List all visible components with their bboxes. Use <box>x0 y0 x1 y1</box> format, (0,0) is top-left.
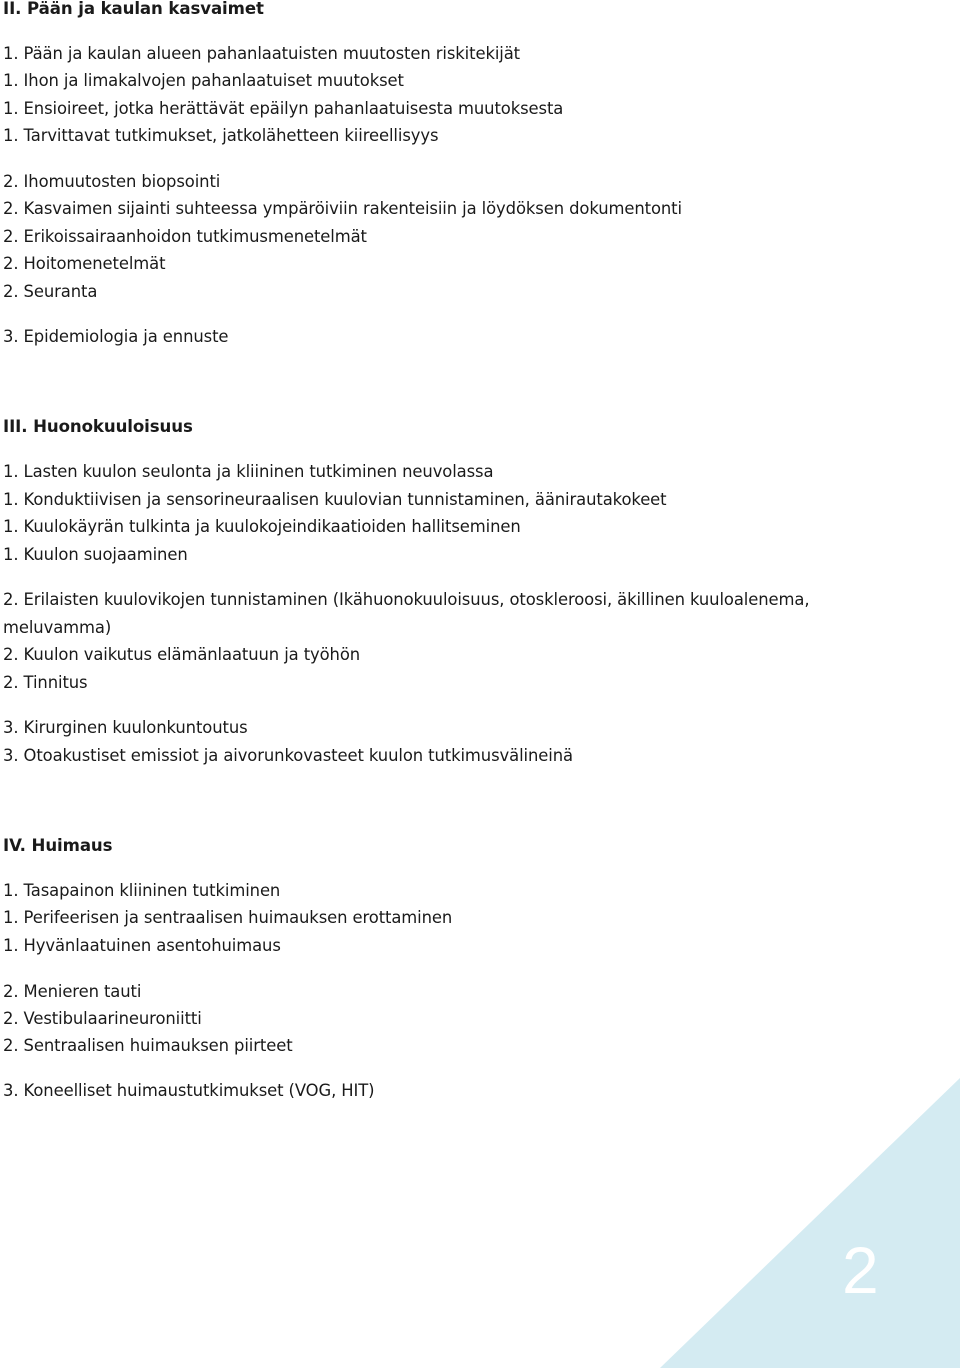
list-item: 2. Sentraalisen huimauksen piirteet <box>3 1036 293 1055</box>
list-item: 2. Ihomuutosten biopsointi <box>3 172 221 191</box>
list-item-continuation: meluvamma) <box>3 618 112 637</box>
section-heading: III. Huonokuuloisuus <box>3 417 193 436</box>
list-item: 1. Kuulon suojaaminen <box>3 545 188 564</box>
list-item: 1. Kuulokäyrän tulkinta ja kuulokojeindikaatioiden hallitseminen <box>3 517 521 536</box>
list-item: 2. Tinnitus <box>3 673 88 692</box>
list-item: 2. Kuulon vaikutus elämänlaatuun ja työhön <box>3 645 361 664</box>
list-item: 3. Koneelliset huimaustutkimukset (VOG, HIT) <box>3 1081 375 1100</box>
list-item: 1. Ihon ja limakalvojen pahanlaatuiset muutokset <box>3 71 404 90</box>
list-item: 2. Hoitomenetelmät <box>3 254 166 273</box>
list-item: 2. Seuranta <box>3 282 98 301</box>
list-item: 2. Erikoissairaanhoidon tutkimusmenetelmät <box>3 227 367 246</box>
list-item: 1. Hyvänlaatuinen asentohuimaus <box>3 936 281 955</box>
list-item: 1. Pään ja kaulan alueen pahanlaatuisten muutosten riskitekijät <box>3 44 521 63</box>
list-item: 2. Kasvaimen sijainti suhteessa ympäröiviin rakenteisiin ja löydöksen dokumentonti <box>3 199 682 218</box>
list-item: 3. Kirurginen kuulonkuntoutus <box>3 718 248 737</box>
list-item: 1. Perifeerisen ja sentraalisen huimauksen erottaminen <box>3 908 453 927</box>
page-number: 2 <box>842 1233 879 1307</box>
list-item: 3. Otoakustiset emissiot ja aivorunkovasteet kuulon tutkimusvälineinä <box>3 746 573 765</box>
list-item: 1. Konduktiivisen ja sensorineuraalisen kuulovian tunnistaminen, äänirautakokeet <box>3 490 667 509</box>
list-item: 3. Epidemiologia ja ennuste <box>3 327 229 346</box>
list-item: 2. Vestibulaarineuroniitti <box>3 1009 202 1028</box>
list-item: 1. Ensioireet, jotka herättävät epäilyn pahanlaatuisesta muutoksesta <box>3 99 564 118</box>
corner-triangle <box>660 1078 960 1368</box>
list-item: 1. Lasten kuulon seulonta ja kliininen tutkiminen neuvolassa <box>3 462 494 481</box>
list-item: 1. Tarvittavat tutkimukset, jatkolähetteen kiireellisyys <box>3 126 439 145</box>
section-heading: IV. Huimaus <box>3 836 113 855</box>
list-item: 1. Tasapainon kliininen tutkiminen <box>3 881 281 900</box>
list-item: 2. Menieren tauti <box>3 982 142 1001</box>
list-item: 2. Erilaisten kuulovikojen tunnistaminen (Ikähuonokuuloisuus, otoskleroosi, äkillinen kuuloalenema, <box>3 590 810 609</box>
section-heading: II. Pään ja kaulan kasvaimet <box>3 0 264 18</box>
corner-decoration <box>660 1078 960 1368</box>
